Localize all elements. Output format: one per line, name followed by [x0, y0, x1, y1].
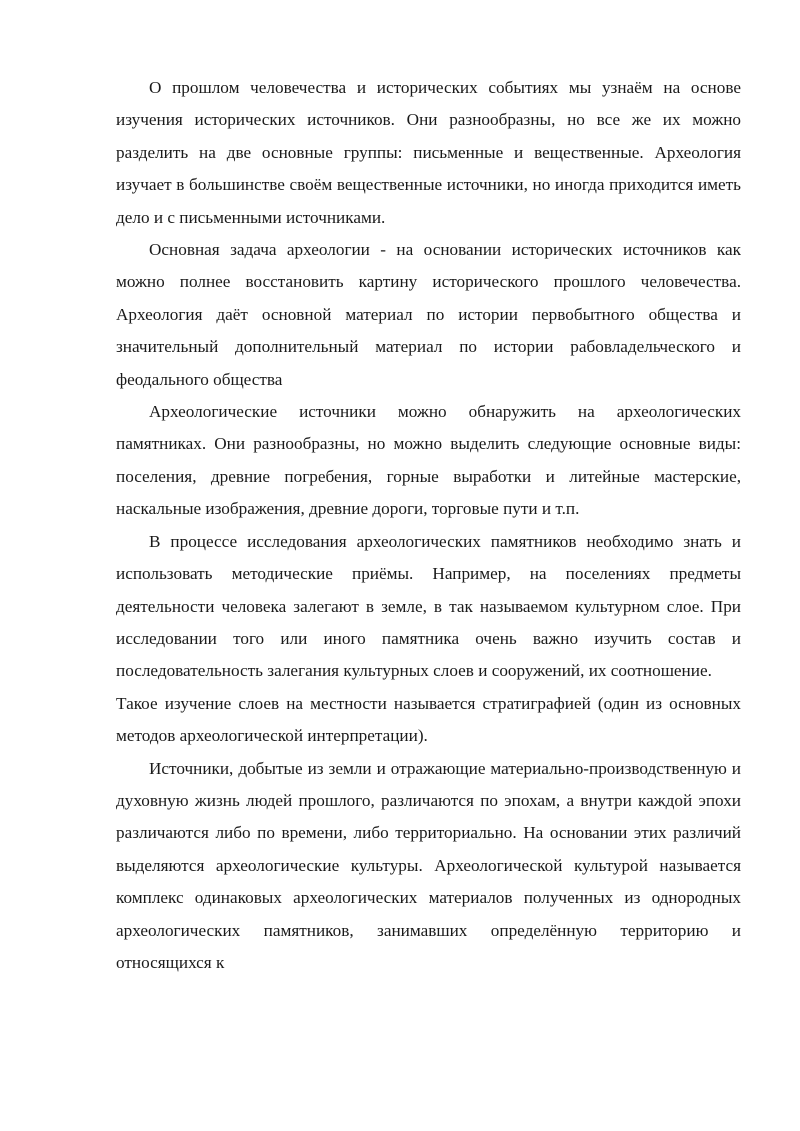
paragraph-historical-sources: О прошлом человечества и исторических событиях мы узнаём на основе изучения исторических источников. Они разнообразны, но все же их можно разделить на две основные группы: письменные и вещественные. Археология изучает в большинстве своём вещественные источники, но иногда приходится иметь дело и с письменными источниками.: [116, 78, 741, 227]
paragraph-stratigraphy: Такое изучение слоев на местности называется стратиграфией (один из основных методов археологической интерпретации).: [116, 693, 741, 746]
document-page: [116, 72, 741, 979]
paragraph-research-methods: В процессе исследования археологических памятников необходимо знать и использовать методические приёмы. Например, на поселениях предметы деятельности человека залегают в земле, в так называемом культурном слое. При исследовании того или иного памятника очень важно изучить состав и последовательность залегания культурных слоев и сооружений, их соотношение.: [116, 531, 741, 681]
paragraph-archaeological-sites: Археологические источники можно обнаружить на археологических памятниках. Они разнообразны, но можно выделить следующие основные виды: поселения, древние погребения, горные выработки и литейные мастерские, наскальные изображения, древние дороги, торговые пути и т.п.: [116, 402, 741, 519]
paragraph-archaeology-task: Основная задача археологии - на основании исторических источников как можно полнее восстановить картину исторического прошлого человечества. Археология даёт основной материал по истории первобытного общества и значительный дополнительный материал по истории рабовладельческого и феодального общества: [116, 240, 741, 389]
paragraph-archaeological-cultures: Источники, добытые из земли и отражающие материально-производственную и духовную жизнь людей прошлого, различаются по эпохам, а внутри каждой эпохи различаются либо по времени, либо территориально. На основании этих различий выделяются археологические культуры. Археологической культурой называется комплекс одинаковых археологических материалов полученных из однородных археологических памятников, занимавших определённую территорию и относящихся к: [116, 758, 741, 972]
